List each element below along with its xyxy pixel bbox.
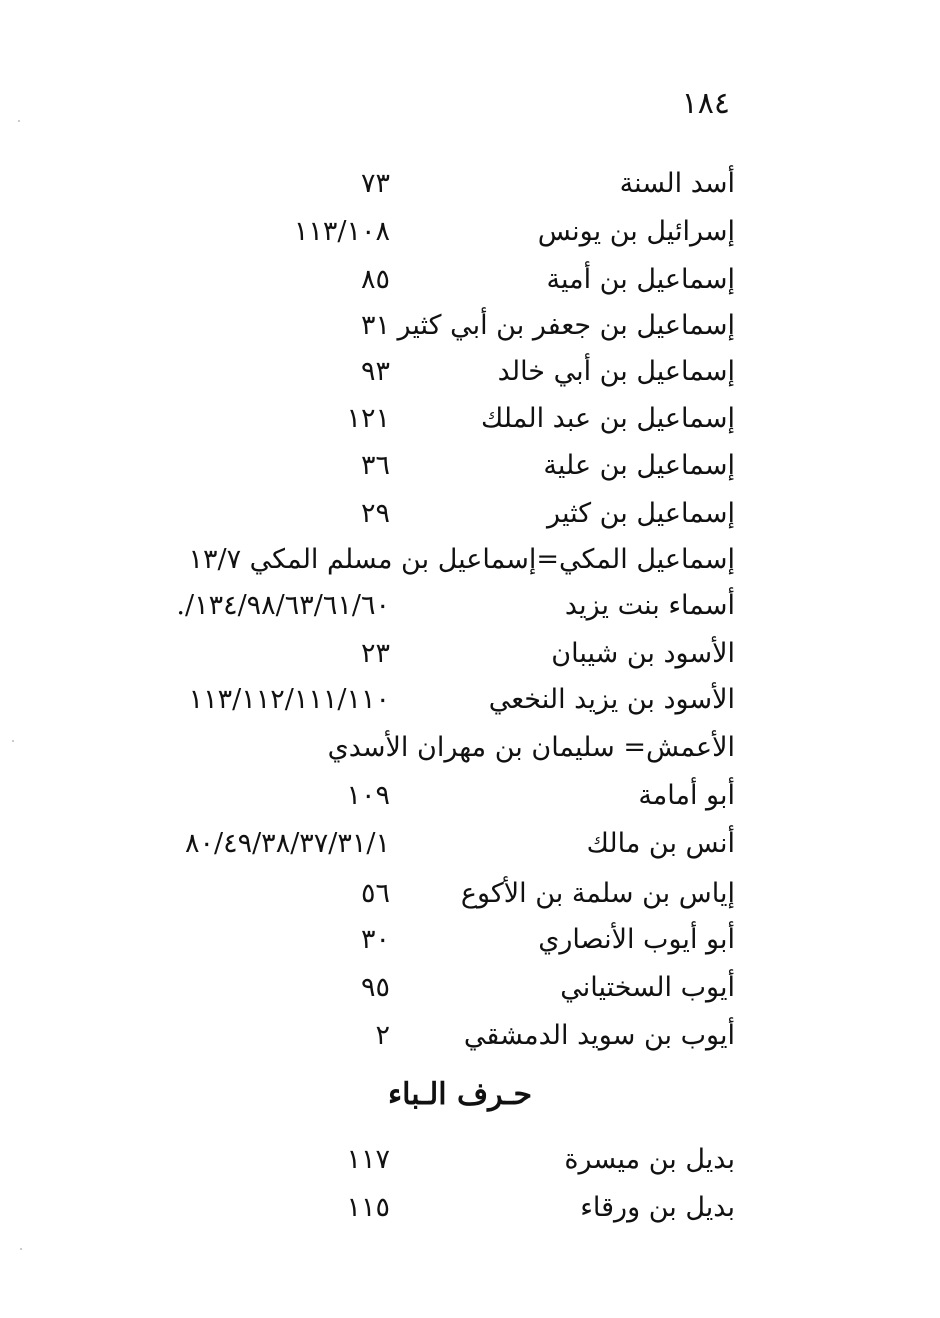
index-entry-name: إسماعيل بن علية [543,450,735,481]
scan-speck [20,1248,22,1250]
scan-speck [18,120,20,122]
index-entry-pages: ١١٧ [346,1144,390,1175]
index-entry-name: أيوب السختياني [560,972,735,1003]
index-entry-pages: ٢٣ [360,638,390,669]
index-entry-name: أسد السنة [619,168,735,199]
index-entry-name: الأسود بن شيبان [551,638,735,669]
index-entry-pages: ٣٦ [360,450,390,481]
index-entry-pages: ١١٥ [346,1192,390,1223]
index-entry-pages: ١٢١ [346,403,390,434]
index-entry-name: أبو أيوب الأنصاري [538,924,735,955]
index-entry-name: بديل بن ورقاء [580,1192,735,1223]
index-entry-name: إياس بن سلمة بن الأكوع [460,878,735,909]
index-entry-pages: ٨٠/٤٩/٣٨/٣٧/٣١/١ [184,828,390,859]
index-entry-name: إسماعيل بن أبي خالد [497,356,735,387]
index-entry-name: الأسود بن يزيد النخعي [488,684,735,715]
page-number: ١٨٤ [681,86,730,121]
index-entry-pages: ٢٩ [360,498,390,529]
index-entry-pages: ٨٥ [360,264,390,295]
index-entry-name: إسماعيل بن أمية [546,264,735,295]
index-entry-name: إسماعيل بن جعفر بن أبي كثير [397,310,735,341]
scan-speck [12,740,14,742]
index-entry-name: إسرائيل بن يونس [537,216,735,247]
index-entry-pages: ٩٥ [360,972,390,1003]
index-entry-name: إسماعيل بن عبد الملك [481,403,735,434]
cross-reference: الأعمش= سليمان بن مهران الأسدي [327,732,735,763]
index-entry-pages: ٣٠ [360,924,390,955]
index-entry-name: أسماء بنت يزيد [564,590,735,621]
cross-reference: إسماعيل المكي=إسماعيل بن مسلم المكي ١٣/٧ [188,544,735,575]
index-entry-pages: ٣١ [360,310,390,341]
index-entry-name: بديل بن ميسرة [564,1144,735,1175]
section-heading: حـرف الـباء [388,1077,532,1112]
index-entry-name: أبو أمامة [638,780,735,811]
index-entry-pages: ٢ [375,1020,390,1051]
index-entry-pages: ٩٣ [360,356,390,387]
index-entry-pages: ١١٣/١٠٨ [293,216,390,247]
index-entry-name: إسماعيل بن كثير [547,498,735,529]
index-entry-name: أنس بن مالك [586,828,735,859]
index-entry-pages: ٧٣ [360,168,390,199]
index-entry-name: أيوب بن سويد الدمشقي [463,1020,735,1051]
index-entry-pages: ١٣٤/٩٨/٦٣/٦١/٦٠/. [176,590,390,621]
index-entry-pages: ٥٦ [360,878,390,909]
index-entry-pages: ١١٣/١١٢/١١١/١١٠ [188,684,390,715]
index-entry-pages: ١٠٩ [346,780,390,811]
